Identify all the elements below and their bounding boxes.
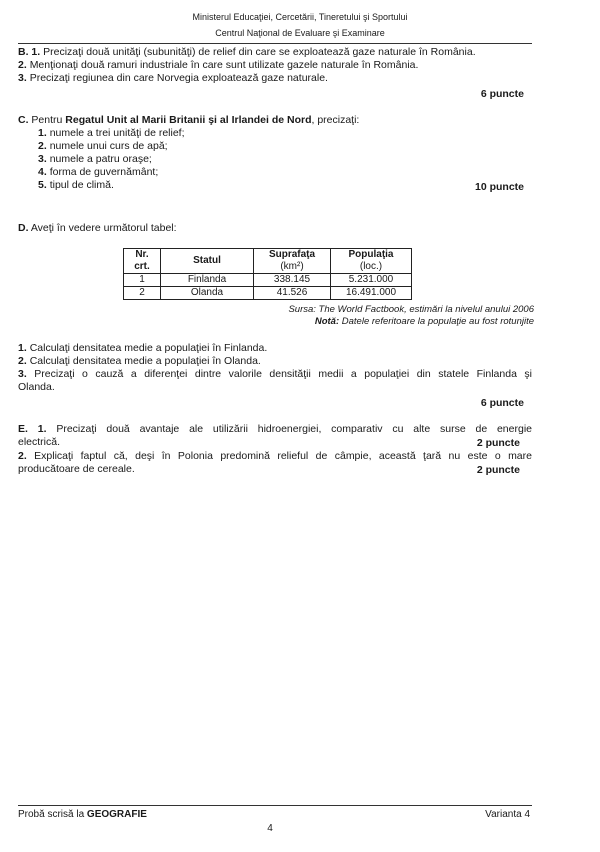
section-b-q3-text: Precizaţi regiunea din care Norvegia exploatează gaze naturale. — [29, 72, 328, 84]
section-d-points: 6 puncte — [480, 397, 524, 409]
section-e-q2-points: 2 puncte — [476, 464, 520, 476]
section-c-item-text: numele a trei unităţi de relief; — [49, 127, 185, 139]
section-e-q1 — [18, 423, 532, 436]
section-e-q1-text: Precizaţi două avantaje ale utilizării hidroenergiei, comparativ cu alte surse de energie — [56, 423, 532, 435]
section-d-intro-text: Aveţi în vedere următorul tabel: — [30, 222, 177, 234]
footer-subject-pre: Probă scrisă la — [18, 809, 85, 820]
section-d-q2-num: 2. — [18, 355, 27, 367]
footer-subject-name: GEOGRAFIE — [86, 809, 147, 820]
section-c-intro-post: , precizaţi: — [311, 114, 360, 126]
cell-suprafata: 338.145 — [254, 274, 331, 287]
table-note — [315, 316, 534, 327]
table-row — [124, 274, 412, 287]
section-d-q3 — [18, 368, 532, 381]
section-c-item-num: 2. — [38, 140, 47, 152]
section-b-q3-num: 3. — [18, 72, 27, 84]
section-c-item — [38, 166, 158, 179]
cell-statul: Finlanda — [161, 274, 254, 287]
section-b-label: B. 1. — [18, 46, 41, 58]
section-c-item-num: 5. — [38, 179, 47, 191]
section-d-q1 — [18, 342, 267, 355]
header-populatia: Populaţia (loc.) — [331, 249, 412, 274]
section-c-item — [38, 127, 185, 140]
section-b-q1-text: Precizaţi două unităţi (subunităţi) de relief din care se exploatează gaze naturale în România. — [43, 46, 476, 58]
section-c-points: 10 puncte — [474, 181, 524, 193]
section-e-q2 — [18, 450, 532, 463]
cell-populatia: 16.491.000 — [331, 287, 412, 300]
section-c-item-text: tipul de climă. — [49, 179, 114, 191]
section-d-q1-num: 1. — [18, 342, 27, 354]
section-e-q1-cont: electrică. — [18, 436, 61, 448]
section-b-q2-num: 2. — [18, 59, 27, 71]
table-source: Sursa: The World Factbook, estimări la nivelul anului 2006 — [288, 304, 534, 315]
section-d-q1-text: Calculaţi densitatea medie a populaţiei în Finlanda. — [29, 342, 268, 354]
header-nr: Nr. crt. — [124, 249, 161, 274]
section-b-q2-text: Menţionaţi două ramuri industriale în care sunt utilizate gazele naturale în România. — [29, 59, 419, 71]
watermark-galati — [40, 487, 123, 559]
section-c-intro — [18, 114, 359, 127]
header-statul: Statul — [161, 249, 254, 274]
section-b-points: 6 puncte — [480, 88, 524, 100]
section-d-q3-text: Precizaţi o cauză a diferenţei dintre valorile densităţii medii a populaţiei din statele Finlanda şi — [34, 368, 532, 380]
cell-suprafata: 41.526 — [254, 287, 331, 300]
section-e-label: E. 1. — [18, 423, 47, 435]
section-d-q3-num: 3. — [18, 368, 27, 380]
section-c-country: Regatul Unit al Marii Britanii şi al Irlandei de Nord — [65, 114, 312, 126]
section-c-item — [38, 140, 168, 153]
section-c-item-text: numele a patru oraşe; — [49, 153, 152, 165]
section-d-intro — [18, 222, 177, 235]
cell-populatia: 5.231.000 — [331, 274, 412, 287]
watermark-stamp-lines — [250, 200, 251, 201]
page-number: 4 — [267, 823, 273, 834]
section-b-q1 — [18, 46, 476, 59]
section-c-label: C. — [18, 114, 29, 126]
cell-statul: Olanda — [161, 287, 254, 300]
section-d-q2-text: Calculaţi densitatea medie a populaţiei în Olanda. — [29, 355, 261, 367]
section-e-q2-cont: producătoare de cereale. — [18, 463, 135, 475]
section-c-item — [38, 153, 152, 166]
table-row — [124, 287, 412, 300]
section-c-item-num: 1. — [38, 127, 47, 139]
section-d-q2 — [18, 355, 261, 368]
header-divider — [18, 43, 532, 44]
section-c-item-text: numele unui curs de apă; — [49, 140, 168, 152]
section-e-q1-points: 2 puncte — [476, 437, 520, 449]
section-b-q3 — [18, 72, 328, 85]
data-table — [123, 248, 412, 300]
table-note-text: Datele referitoare la populaţie au fost rotunjite — [341, 316, 534, 327]
section-d-label: D. — [18, 222, 29, 234]
section-d-q3-cont: Olanda. — [18, 381, 55, 393]
cell-nr: 2 — [124, 287, 161, 300]
header-suprafata: Suprafaţa (km²) — [254, 249, 331, 274]
section-e-q2-text: Explicaţi faptul că, deşi în Polonia predomină relieful de câmpie, această ţară nu este o mare — [34, 450, 532, 462]
header-ministry: Ministerul Educaţiei, Cercetării, Tineretului şi Sportului — [192, 12, 408, 22]
section-c-item-num: 3. — [38, 153, 47, 165]
section-c-item-text: forma de guvernământ; — [49, 166, 159, 178]
section-c-item — [38, 179, 114, 192]
section-c-intro-pre: Pentru — [31, 114, 63, 126]
section-b-q2 — [18, 59, 418, 72]
header-center: Centrul Naţional de Evaluare şi Examinare — [215, 28, 385, 38]
cell-nr: 1 — [124, 274, 161, 287]
footer-subject — [18, 809, 147, 820]
section-c-item-num: 4. — [38, 166, 47, 178]
section-e-q2-num: 2. — [18, 450, 27, 462]
table-note-label: Notă: — [314, 316, 340, 327]
footer-variant: Varianta 4 — [485, 809, 530, 820]
table-header-row — [124, 249, 412, 274]
footer-divider — [18, 805, 532, 806]
